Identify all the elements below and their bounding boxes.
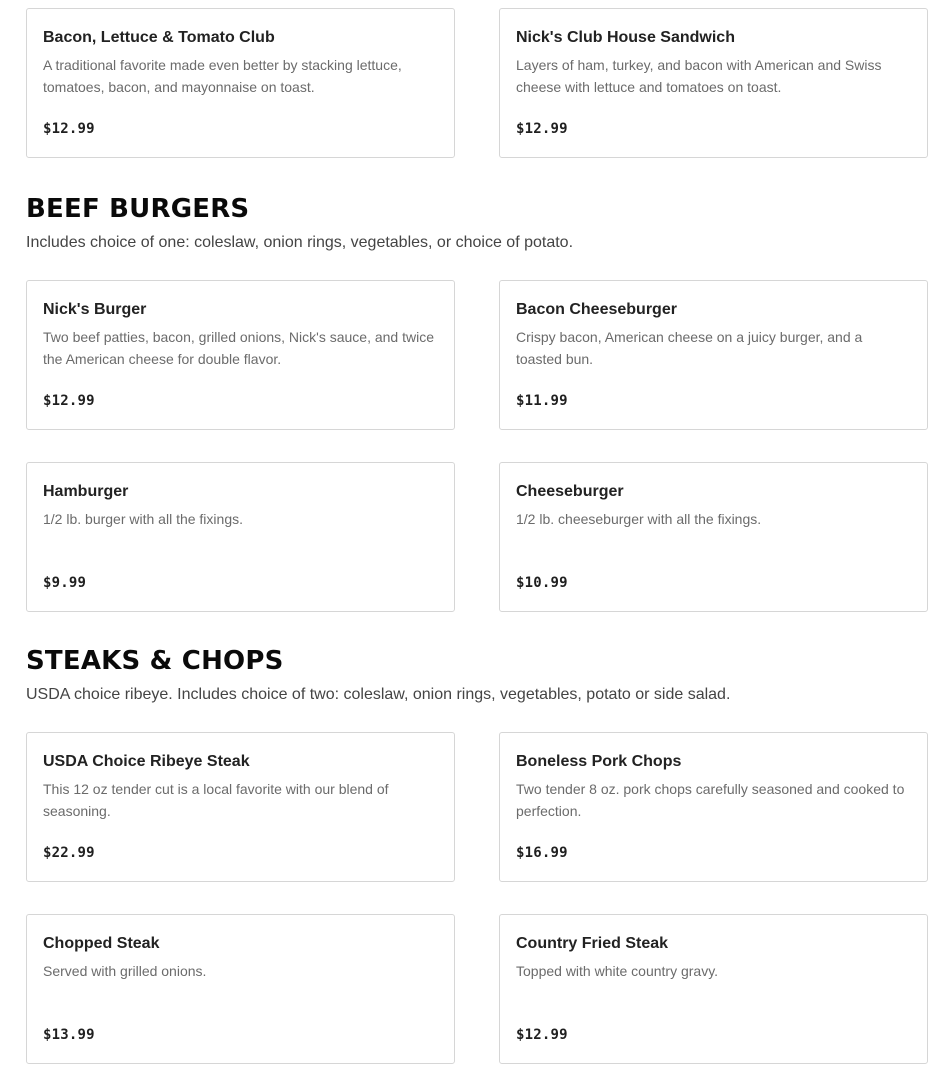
menu-item-card[interactable]	[26, 914, 455, 1064]
menu-item-description: Layers of ham, turkey, and bacon with American and Swiss cheese with lettuce and tomatoes on toast.	[516, 57, 882, 95]
menu-item-description: Two beef patties, bacon, grilled onions, Nick's sauce, and twice the American cheese for double flavor.	[43, 329, 434, 367]
menu-item-name: Chopped Steak	[43, 935, 160, 952]
menu-item-description: Crispy bacon, American cheese on a juicy burger, and a toasted bun.	[516, 329, 863, 367]
menu-item-card[interactable]	[26, 280, 455, 430]
menu-item-price: $12.99	[43, 121, 95, 137]
section-title: STEAKS & CHOPS	[26, 646, 284, 676]
menu-item-name: Country Fried Steak	[516, 935, 669, 952]
section-title: BEEF BURGERS	[26, 194, 250, 224]
menu-item-name: Nick's Burger	[43, 301, 147, 318]
menu-item-description: Served with grilled onions.	[43, 963, 207, 979]
menu-item-name: Bacon Cheeseburger	[516, 301, 677, 318]
menu-item-description: Topped with white country gravy.	[516, 963, 719, 979]
menu-item-name: Boneless Pork Chops	[516, 753, 682, 770]
menu-item-description: 1/2 lb. cheeseburger with all the fixings.	[516, 511, 762, 527]
menu-item-name: Cheeseburger	[516, 483, 624, 500]
section-beef-burgers	[26, 194, 928, 612]
menu-item-card[interactable]	[499, 732, 928, 882]
menu-item-card[interactable]	[26, 462, 455, 612]
menu-item-card[interactable]	[499, 280, 928, 430]
menu-item-card[interactable]	[499, 8, 928, 158]
menu-item-description: Two tender 8 oz. pork chops carefully seasoned and cooked to perfection.	[516, 781, 905, 819]
menu-item-price: $12.99	[516, 121, 568, 137]
menu-item-price: $13.99	[43, 1027, 95, 1043]
section-steaks-chops	[26, 646, 928, 1064]
menu-item-card[interactable]	[26, 8, 455, 158]
menu-item-price: $10.99	[516, 575, 568, 591]
menu-item-price: $12.99	[43, 393, 95, 409]
menu-item-description: This 12 oz tender cut is a local favorite with our blend of seasoning.	[43, 781, 389, 819]
menu-item-name: Bacon, Lettuce & Tomato Club	[43, 29, 275, 46]
menu-item-price: $16.99	[516, 845, 568, 861]
menu-page	[26, 8, 928, 1064]
sandwiches-grid	[26, 8, 928, 158]
menu-item-name: Nick's Club House Sandwich	[516, 29, 735, 46]
menu-item-name: Hamburger	[43, 483, 129, 500]
menu-item-card[interactable]	[26, 732, 455, 882]
menu-item-price: $12.99	[516, 1027, 568, 1043]
menu-item-description: A traditional favorite made even better by stacking lettuce, tomatoes, bacon, and mayonnaise on toast.	[43, 57, 402, 95]
beef-burgers-grid	[26, 280, 928, 612]
menu-item-price: $11.99	[516, 393, 568, 409]
menu-item-card[interactable]	[499, 462, 928, 612]
menu-item-price: $9.99	[43, 575, 87, 591]
menu-item-name: USDA Choice Ribeye Steak	[43, 753, 250, 770]
steaks-chops-grid	[26, 732, 928, 1064]
menu-item-description: 1/2 lb. burger with all the fixings.	[43, 511, 243, 527]
section-note: Includes choice of one: coleslaw, onion rings, vegetables, or choice of potato.	[26, 234, 574, 251]
menu-item-card[interactable]	[499, 914, 928, 1064]
menu-item-price: $22.99	[43, 845, 95, 861]
section-note: USDA choice ribeye. Includes choice of two: coleslaw, onion rings, vegetables, potato or side salad.	[26, 686, 731, 703]
